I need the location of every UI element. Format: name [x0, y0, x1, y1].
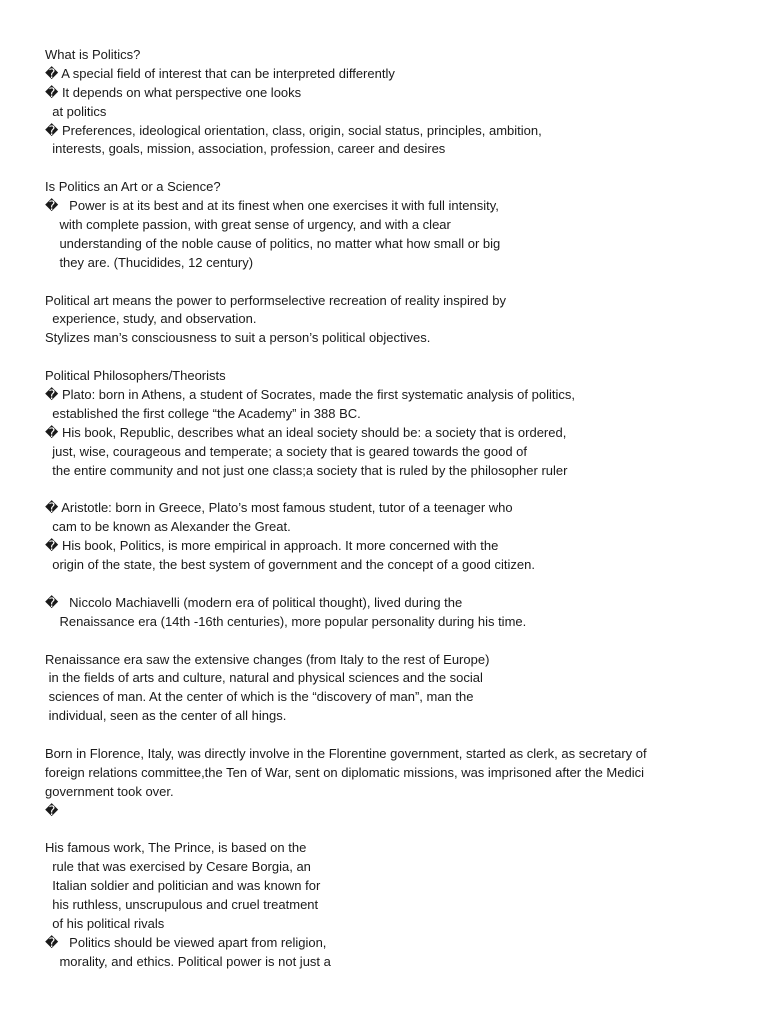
text-line: understanding of the noble cause of politics, no matter what how small or big — [45, 235, 501, 251]
text-line: � Aristotle: born in Greece, Plato’s most famous student, tutor of a teenager who — [45, 500, 513, 516]
text-line: Political Philosophers/Theorists — [45, 368, 226, 384]
blank-line — [45, 159, 745, 178]
text-line: foreign relations committee,the Ten of War, sent on diplomatic missions, was imprisoned after the Medici — [45, 764, 644, 780]
document-page — [45, 46, 745, 972]
text-line: with complete passion, with great sense of urgency, and with a clear — [45, 217, 451, 233]
text-line: established the first college “the Academy” in 388 BC. — [45, 405, 361, 421]
text-line: � His book, Politics, is more empirical in approach. It more concerned with the — [45, 538, 499, 554]
text-line: � Niccolo Machiavelli (modern era of political thought), lived during the — [45, 594, 463, 610]
text-line: Italian soldier and politician and was known for — [45, 878, 321, 894]
blank-line — [45, 726, 745, 745]
text-line: rule that was exercised by Cesare Borgia, an — [45, 859, 311, 875]
blank-line — [45, 821, 745, 840]
text-line: � A special field of interest that can be interpreted differently — [45, 65, 395, 81]
text-line: Stylizes man’s consciousness to suit a person’s political objectives. — [45, 330, 431, 346]
text-line: morality, and ethics. Political power is not just a — [45, 953, 331, 969]
text-line: individual, seen as the center of all hings. — [45, 708, 287, 724]
text-line: � His book, Republic, describes what an ideal society should be: a society that is ordered, — [45, 424, 567, 440]
text-line: at politics — [45, 103, 107, 119]
text-line: they are. (Thucidides, 12 century) — [45, 254, 254, 270]
text-line: � — [45, 802, 59, 818]
text-line: � Plato: born in Athens, a student of Socrates, made the first systematic analysis of politics, — [45, 387, 575, 403]
text-line: interests, goals, mission, association, profession, career and desires — [45, 141, 446, 157]
text-line: What is Politics? — [45, 47, 141, 62]
text-line: just, wise, courageous and temperate; a society that is geared towards the good of — [45, 443, 528, 459]
text-line: government took over. — [45, 783, 174, 799]
text-line: His famous work, The Prince, is based on the — [45, 840, 307, 856]
blank-line — [45, 348, 745, 367]
text-line: Is Politics an Art or a Science? — [45, 179, 221, 195]
blank-line — [45, 575, 745, 594]
text-line: � Preferences, ideological orientation, class, origin, social status, principles, ambition, — [45, 122, 542, 138]
text-line: Political art means the power to performselective recreation of reality inspired by — [45, 292, 506, 308]
text-line: Born in Florence, Italy, was directly involve in the Florentine government, started as clerk, as secretary of — [45, 745, 647, 761]
text-line: origin of the state, the best system of government and the concept of a good citizen. — [45, 557, 535, 573]
text-line: his ruthless, unscrupulous and cruel treatment — [45, 897, 319, 913]
blank-line — [45, 480, 745, 499]
text-line: � Power is at its best and at its finest when one exercises it with full intensity, — [45, 198, 499, 214]
text-line: Renaissance era (14th -16th centuries), more popular personality during his time. — [45, 613, 527, 629]
blank-line — [45, 632, 745, 651]
text-line: � It depends on what perspective one looks — [45, 84, 302, 100]
text-line: � Politics should be viewed apart from religion, — [45, 934, 327, 950]
text-line: cam to be known as Alexander the Great. — [45, 519, 291, 535]
text-line: in the fields of arts and culture, natural and physical sciences and the social — [45, 670, 483, 686]
text-line: the entire community and not just one class;a society that is ruled by the philosopher ruler — [45, 462, 568, 478]
text-line: of his political rivals — [45, 915, 165, 931]
text-line: Renaissance era saw the extensive changes (from Italy to the rest of Europe) — [45, 651, 490, 667]
text-line: sciences of man. At the center of which is the “discovery of man”, man the — [45, 689, 474, 705]
text-line: experience, study, and observation. — [45, 311, 257, 327]
blank-line — [45, 273, 745, 292]
